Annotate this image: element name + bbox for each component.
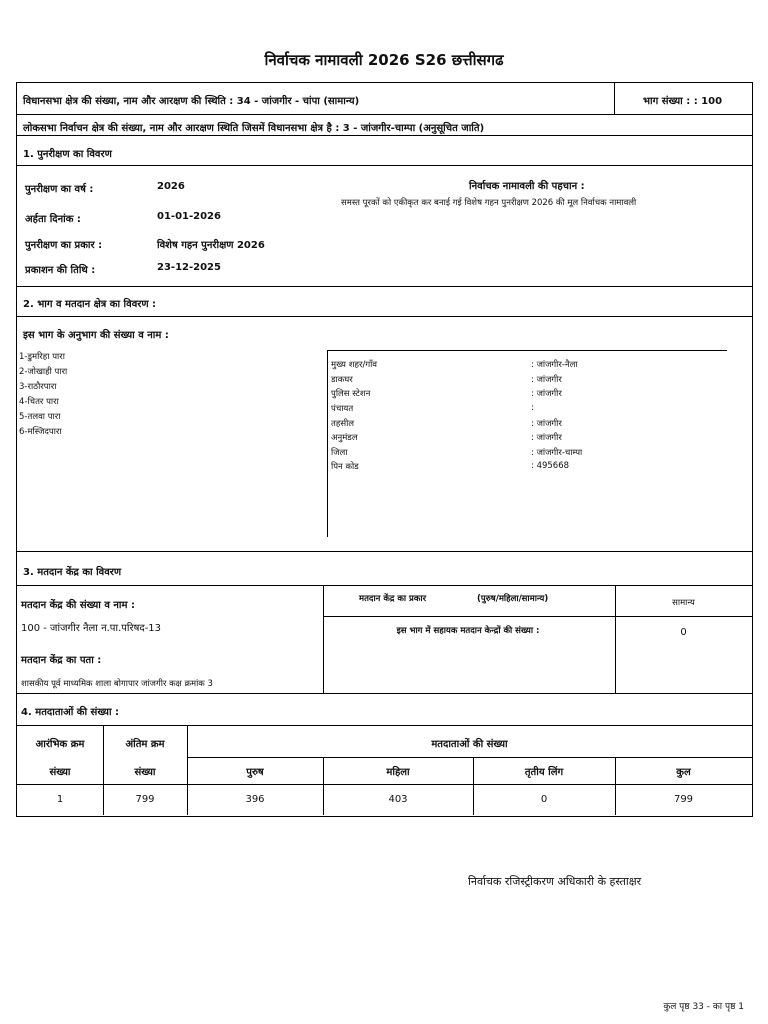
table-grid xyxy=(187,757,752,758)
section-item: 5-तलवा पारा xyxy=(19,412,61,422)
officer-signature-label: निर्वाचक रजिस्ट्रीकरण अधिकारी के हस्ताक्षर xyxy=(468,875,642,888)
detail-value: : जांजगीर xyxy=(531,419,562,429)
end-serial-header: अंतिम क्रम xyxy=(125,739,165,750)
detail-value: : जांजगीर xyxy=(531,375,562,385)
section-item: 6-मस्जिदपारा xyxy=(19,427,62,437)
end-serial-value: 799 xyxy=(135,794,155,805)
polling-type-value: सामान्य xyxy=(672,598,695,608)
lok-sabha-constituency: लोकसभा निर्वाचन क्षेत्र की संख्या, नाम और आरक्षण स्थिति जिसमें विधानसभा क्षेत्र है : 3 - जांजगीर-चाम्पा (अनुसूचित जाति) xyxy=(23,123,485,134)
assembly-constituency: विधानसभा क्षेत्र की संख्या, नाम और आरक्षण की स्थिति : 34 - जांजगीर - चांपा (सामान्य) xyxy=(23,96,360,107)
third-gender-count: 0 xyxy=(540,794,548,805)
detail-label: पंचायत xyxy=(331,404,354,414)
polling-heading: 3. मतदान केंद्र का विवरण xyxy=(23,567,122,578)
publish-date-value: 23-12-2025 xyxy=(157,262,221,273)
auxiliary-stations-value: 0 xyxy=(680,627,687,638)
detail-value: : जांजगीर xyxy=(531,433,562,443)
revision-year-value: 2026 xyxy=(157,181,185,192)
qualifying-date-value: 01-01-2026 xyxy=(157,211,221,222)
total-header: कुल xyxy=(676,767,691,778)
detail-label: पिन कोड xyxy=(331,462,359,472)
publish-date-label: प्रकाशन की तिथि : xyxy=(25,265,96,276)
qualifying-date-label: अर्हता दिनांक : xyxy=(25,214,81,225)
section-item: 3-राठौरपारा xyxy=(19,382,57,392)
section-item: 1-डुमरिहा पारा xyxy=(19,352,65,362)
electors-section xyxy=(16,694,753,817)
start-serial-value: 1 xyxy=(56,794,64,805)
divider xyxy=(17,551,752,552)
divider xyxy=(17,135,752,136)
roll-identity-heading: निर्वाचक नामावली की पहचान : xyxy=(469,181,585,192)
detail-label: पुलिस स्टेशन xyxy=(331,389,371,399)
part-area-heading: 2. भाग व मतदान क्षेत्र का विवरण : xyxy=(23,299,157,310)
detail-label: जिला xyxy=(331,448,348,458)
auxiliary-stations-label: इस भाग में सहायक मतदान केन्द्रों की संख्या : xyxy=(396,626,540,636)
polling-divider xyxy=(323,585,324,693)
detail-value: : जांजगीर xyxy=(531,389,562,399)
main-form xyxy=(16,82,753,694)
divider xyxy=(17,725,752,726)
header-divider xyxy=(614,83,615,114)
divider xyxy=(17,316,752,317)
end-serial-header: संख्या xyxy=(134,767,156,778)
polling-type-options: (पुरुष/महिला/सामान्य) xyxy=(477,594,549,604)
revision-heading: 1. पुनरीक्षण का विवरण xyxy=(23,149,112,160)
divider xyxy=(17,286,752,287)
revision-year-label: पुनरीक्षण का वर्ष : xyxy=(25,184,94,195)
divider xyxy=(17,585,752,586)
polling-divider xyxy=(323,616,752,617)
female-header: महिला xyxy=(386,767,410,778)
page-footer: कुल पृष्ठ 33 - का पृष्ठ 1 xyxy=(663,1002,744,1012)
section-item: 2-जोखाही पारा xyxy=(19,367,68,377)
electors-count-header: मतदाताओं की संख्या xyxy=(431,739,508,750)
divider xyxy=(17,165,752,166)
area-detail-left-border xyxy=(327,350,328,537)
detail-label: तहसील xyxy=(331,419,355,429)
polling-type-label: मतदान केंद्र का प्रकार xyxy=(359,594,427,604)
revision-type-value: विशेष गहन पुनरीक्षण 2026 xyxy=(157,240,265,251)
male-count: 396 xyxy=(245,794,265,805)
area-detail-top-border xyxy=(327,350,727,351)
sections-heading: इस भाग के अनुभाग की संख्या व नाम : xyxy=(23,330,169,341)
detail-value: : जांजगीर-नैला xyxy=(531,360,578,370)
polling-address-label: मतदान केंद्र का पता : xyxy=(21,655,102,666)
polling-station-label: मतदान केंद्र की संख्या व नाम : xyxy=(21,600,135,611)
detail-value: : xyxy=(531,403,534,413)
detail-value: : 495668 xyxy=(531,461,570,471)
roll-identity-text: समस्त पूरकों को एकीकृत कर बनाई गई विशेष गहन पुनरीक्षण 2026 की मूल निर्वाचक नामावली xyxy=(341,198,637,208)
detail-label: अनुमंडल xyxy=(331,433,358,443)
polling-address-value: शासकीय पूर्व माध्यमिक शाला बोगापार जांजगीर कक्ष क्रमांक 3 xyxy=(21,679,213,689)
detail-label: मुख्य शहर/गाँव xyxy=(331,360,378,370)
start-serial-header: आरंभिक क्रम xyxy=(35,739,85,750)
electors-heading: 4. मतदाताओं की संख्या : xyxy=(21,707,120,718)
table-grid xyxy=(17,784,752,785)
part-number: भाग संख्या : : 100 xyxy=(643,96,723,107)
detail-value: : जांजगीर-चाम्पा xyxy=(531,448,583,458)
total-count: 799 xyxy=(673,794,694,805)
divider xyxy=(17,114,752,115)
female-count: 403 xyxy=(388,794,408,805)
detail-label: डाकघर xyxy=(331,375,353,385)
third-gender-header: तृतीय लिंग xyxy=(524,767,564,778)
male-header: पुरुष xyxy=(246,767,264,778)
document-title: निर्वाचक नामावली 2026 S26 छत्तीसगढ xyxy=(264,51,504,69)
section-item: 4-चितर पारा xyxy=(19,397,59,407)
revision-type-label: पुनरीक्षण का प्रकार : xyxy=(25,240,103,251)
polling-station-value: 100 - जांजगीर नैला न.पा.परिषद-13 xyxy=(21,623,162,634)
start-serial-header: संख्या xyxy=(49,767,71,778)
